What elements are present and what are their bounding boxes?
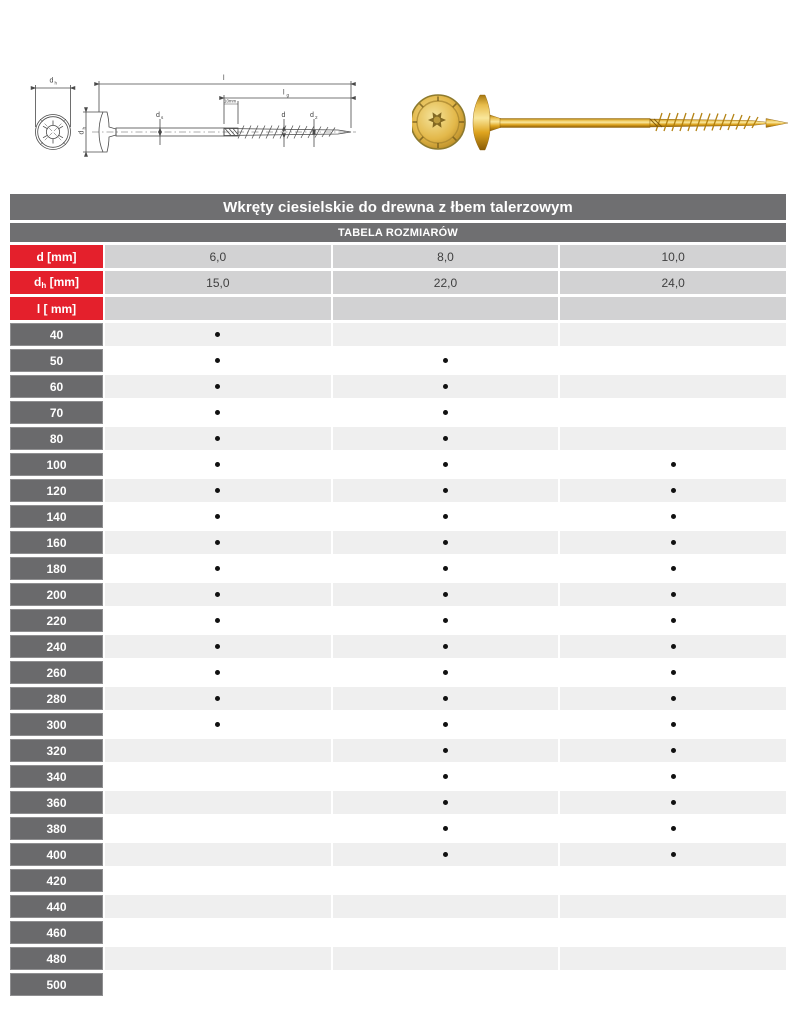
spec-label-dh-main: d bbox=[34, 275, 42, 289]
availability-cell bbox=[105, 843, 331, 866]
availability-dot bbox=[215, 696, 220, 701]
availability-cell bbox=[105, 531, 331, 554]
availability-cell bbox=[105, 687, 331, 710]
length-label: 380 bbox=[10, 817, 103, 840]
availability-dot bbox=[443, 852, 448, 857]
availability-cell bbox=[105, 323, 331, 346]
dim-label-ds-sub: s bbox=[161, 115, 164, 120]
availability-cell bbox=[560, 557, 786, 580]
availability-cell bbox=[105, 427, 331, 450]
availability-cell bbox=[105, 973, 331, 996]
availability-cell bbox=[333, 895, 559, 918]
availability-cell bbox=[560, 401, 786, 424]
availability-dot bbox=[671, 592, 676, 597]
head-front-view bbox=[36, 85, 71, 150]
length-row bbox=[10, 583, 786, 606]
length-label: 180 bbox=[10, 557, 103, 580]
length-label: 200 bbox=[10, 583, 103, 606]
spec-label-dh-sub: h bbox=[41, 281, 47, 290]
availability-cell bbox=[105, 635, 331, 658]
availability-dot bbox=[443, 540, 448, 545]
availability-dot bbox=[215, 644, 220, 649]
length-label: 340 bbox=[10, 765, 103, 788]
availability-cell bbox=[560, 765, 786, 788]
length-label: 120 bbox=[10, 479, 103, 502]
availability-cell bbox=[560, 895, 786, 918]
availability-dot bbox=[215, 670, 220, 675]
availability-cell bbox=[560, 869, 786, 892]
length-row bbox=[10, 843, 786, 866]
spec-value-cell bbox=[333, 297, 559, 320]
spec-label-dh-unit: [mm] bbox=[46, 275, 79, 289]
availability-cell bbox=[333, 453, 559, 476]
availability-cell bbox=[333, 843, 559, 866]
availability-cell bbox=[333, 609, 559, 632]
availability-cell bbox=[333, 869, 559, 892]
length-row bbox=[10, 323, 786, 346]
availability-dot bbox=[215, 488, 220, 493]
spec-label-l: l [ mm] bbox=[10, 297, 103, 320]
length-row bbox=[10, 557, 786, 580]
availability-dot bbox=[443, 488, 448, 493]
spec-label-dh bbox=[10, 271, 103, 294]
availability-dot bbox=[671, 566, 676, 571]
availability-cell bbox=[333, 921, 559, 944]
length-label: 260 bbox=[10, 661, 103, 684]
availability-cell bbox=[333, 713, 559, 736]
availability-cell bbox=[333, 687, 559, 710]
length-label: 70 bbox=[10, 401, 103, 424]
length-row bbox=[10, 635, 786, 658]
availability-cell bbox=[333, 661, 559, 684]
length-row bbox=[10, 687, 786, 710]
length-row bbox=[10, 765, 786, 788]
availability-cell bbox=[105, 583, 331, 606]
availability-cell bbox=[333, 765, 559, 788]
availability-cell bbox=[560, 687, 786, 710]
length-row bbox=[10, 401, 786, 424]
length-row bbox=[10, 869, 786, 892]
availability-dot bbox=[671, 670, 676, 675]
availability-cell bbox=[105, 739, 331, 762]
length-label: 320 bbox=[10, 739, 103, 762]
spec-row-d bbox=[10, 245, 786, 268]
availability-dot bbox=[215, 566, 220, 571]
availability-cell bbox=[560, 323, 786, 346]
length-label: 50 bbox=[10, 349, 103, 372]
length-row bbox=[10, 947, 786, 970]
availability-cell bbox=[560, 635, 786, 658]
dim-label-d2-sub: 2 bbox=[315, 115, 318, 120]
availability-dot bbox=[215, 332, 220, 337]
availability-dot bbox=[671, 696, 676, 701]
availability-dot bbox=[443, 358, 448, 363]
spec-value-cell: 22,0 bbox=[333, 271, 559, 294]
dim-label-dh-side-sub: h bbox=[81, 126, 87, 130]
availability-dot bbox=[215, 384, 220, 389]
screw-photo-svg bbox=[412, 84, 792, 162]
length-row bbox=[10, 921, 786, 944]
availability-cell bbox=[105, 661, 331, 684]
dim-label-lg: l bbox=[283, 89, 285, 97]
availability-dot bbox=[215, 410, 220, 415]
availability-dot bbox=[671, 488, 676, 493]
spec-value-cell: 10,0 bbox=[560, 245, 786, 268]
availability-dot bbox=[443, 696, 448, 701]
dimension-drawing-svg bbox=[20, 70, 366, 170]
availability-cell bbox=[560, 843, 786, 866]
availability-cell bbox=[105, 791, 331, 814]
availability-dot bbox=[671, 800, 676, 805]
spec-row-dh bbox=[10, 271, 786, 294]
length-row bbox=[10, 973, 786, 996]
availability-cell bbox=[560, 375, 786, 398]
length-label: 140 bbox=[10, 505, 103, 528]
availability-cell bbox=[333, 531, 559, 554]
length-label: 460 bbox=[10, 921, 103, 944]
length-label: 60 bbox=[10, 375, 103, 398]
length-row bbox=[10, 791, 786, 814]
availability-cell bbox=[105, 401, 331, 424]
length-label: 280 bbox=[10, 687, 103, 710]
availability-dot bbox=[215, 540, 220, 545]
table-subtitle: TABELA ROZMIARÓW bbox=[10, 223, 786, 242]
availability-cell bbox=[333, 323, 559, 346]
availability-dot bbox=[671, 618, 676, 623]
table-title: Wkręty ciesielskie do drewna z łbem talerzowym bbox=[10, 194, 786, 220]
availability-dot bbox=[215, 436, 220, 441]
length-row bbox=[10, 739, 786, 762]
availability-dot bbox=[443, 826, 448, 831]
spec-value-cell: 8,0 bbox=[333, 245, 559, 268]
availability-cell bbox=[105, 453, 331, 476]
length-label: 400 bbox=[10, 843, 103, 866]
availability-cell bbox=[105, 375, 331, 398]
length-row bbox=[10, 479, 786, 502]
dim-label-d: d bbox=[281, 112, 286, 119]
availability-cell bbox=[560, 453, 786, 476]
length-row bbox=[10, 349, 786, 372]
availability-dot bbox=[443, 800, 448, 805]
availability-cell bbox=[333, 401, 559, 424]
availability-cell bbox=[105, 609, 331, 632]
availability-cell bbox=[560, 505, 786, 528]
availability-dot bbox=[443, 592, 448, 597]
length-label: 160 bbox=[10, 531, 103, 554]
availability-dot bbox=[443, 670, 448, 675]
availability-dot bbox=[443, 748, 448, 753]
length-label: 360 bbox=[10, 791, 103, 814]
availability-dot bbox=[443, 774, 448, 779]
length-label: 40 bbox=[10, 323, 103, 346]
length-label: 480 bbox=[10, 947, 103, 970]
availability-cell bbox=[560, 947, 786, 970]
availability-cell bbox=[560, 713, 786, 736]
availability-dot bbox=[443, 384, 448, 389]
spec-label-d: d [mm] bbox=[10, 245, 103, 268]
availability-cell bbox=[560, 427, 786, 450]
length-row bbox=[10, 453, 786, 476]
availability-cell bbox=[333, 557, 559, 580]
availability-cell bbox=[560, 349, 786, 372]
availability-dot bbox=[443, 514, 448, 519]
availability-cell bbox=[333, 375, 559, 398]
length-label: 500 bbox=[10, 973, 103, 996]
size-table bbox=[8, 191, 788, 999]
length-row bbox=[10, 895, 786, 918]
availability-dot bbox=[215, 358, 220, 363]
availability-dot bbox=[671, 514, 676, 519]
availability-dot bbox=[671, 774, 676, 779]
spec-row-l bbox=[10, 297, 786, 320]
dim-label-d2: d bbox=[310, 112, 314, 119]
availability-dot bbox=[443, 410, 448, 415]
length-label: 440 bbox=[10, 895, 103, 918]
availability-cell bbox=[333, 583, 559, 606]
availability-cell bbox=[105, 869, 331, 892]
availability-dot bbox=[671, 748, 676, 753]
technical-drawing bbox=[20, 70, 366, 170]
availability-cell bbox=[333, 479, 559, 502]
figures-row bbox=[0, 0, 796, 188]
screw-side bbox=[473, 95, 788, 150]
availability-cell bbox=[560, 791, 786, 814]
dim-label-ds: d bbox=[156, 112, 160, 119]
spec-value-cell bbox=[560, 297, 786, 320]
availability-dot bbox=[443, 722, 448, 727]
availability-cell bbox=[105, 895, 331, 918]
availability-dot bbox=[671, 462, 676, 467]
screw-photo bbox=[412, 84, 792, 162]
availability-cell bbox=[105, 479, 331, 502]
availability-cell bbox=[105, 765, 331, 788]
spec-value-cell bbox=[105, 297, 331, 320]
length-label: 220 bbox=[10, 609, 103, 632]
availability-cell bbox=[333, 427, 559, 450]
availability-dot bbox=[215, 514, 220, 519]
length-row bbox=[10, 817, 786, 840]
availability-dot bbox=[443, 436, 448, 441]
availability-cell bbox=[333, 947, 559, 970]
dim-label-lg-sub: g bbox=[286, 92, 290, 98]
availability-cell bbox=[105, 947, 331, 970]
availability-dot bbox=[671, 852, 676, 857]
length-section bbox=[10, 323, 786, 996]
availability-cell bbox=[333, 505, 559, 528]
availability-cell bbox=[560, 739, 786, 762]
availability-cell bbox=[560, 973, 786, 996]
length-row bbox=[10, 427, 786, 450]
availability-cell bbox=[560, 531, 786, 554]
dim-label-dh-side: d bbox=[78, 130, 86, 135]
length-label: 240 bbox=[10, 635, 103, 658]
availability-dot bbox=[443, 618, 448, 623]
availability-dot bbox=[443, 644, 448, 649]
availability-dot bbox=[215, 592, 220, 597]
screw-head-front bbox=[412, 95, 465, 149]
length-row bbox=[10, 609, 786, 632]
availability-cell bbox=[333, 349, 559, 372]
availability-cell bbox=[105, 505, 331, 528]
length-label: 80 bbox=[10, 427, 103, 450]
length-label: 100 bbox=[10, 453, 103, 476]
availability-dot bbox=[443, 566, 448, 571]
availability-cell bbox=[560, 609, 786, 632]
availability-cell bbox=[560, 583, 786, 606]
availability-cell bbox=[333, 635, 559, 658]
availability-cell bbox=[560, 479, 786, 502]
length-label: 420 bbox=[10, 869, 103, 892]
availability-cell bbox=[105, 713, 331, 736]
dim-label-l: l bbox=[223, 75, 225, 82]
spec-section bbox=[10, 245, 786, 320]
availability-cell bbox=[560, 817, 786, 840]
spec-value-cell: 24,0 bbox=[560, 271, 786, 294]
availability-cell bbox=[333, 791, 559, 814]
availability-cell bbox=[333, 817, 559, 840]
length-label: 300 bbox=[10, 713, 103, 736]
availability-dot bbox=[215, 618, 220, 623]
dim-label-10mm: 10mm bbox=[224, 98, 237, 104]
availability-dot bbox=[671, 826, 676, 831]
dim-label-dh-front-sub: h bbox=[54, 80, 58, 86]
availability-dot bbox=[443, 462, 448, 467]
availability-cell bbox=[105, 817, 331, 840]
availability-dot bbox=[671, 644, 676, 649]
dim-label-dh-front: d bbox=[49, 77, 54, 85]
length-row bbox=[10, 505, 786, 528]
length-row bbox=[10, 531, 786, 554]
length-row bbox=[10, 661, 786, 684]
availability-cell bbox=[333, 739, 559, 762]
availability-cell bbox=[560, 661, 786, 684]
availability-dot bbox=[671, 540, 676, 545]
length-row bbox=[10, 375, 786, 398]
availability-dot bbox=[671, 722, 676, 727]
availability-cell bbox=[105, 557, 331, 580]
availability-cell bbox=[333, 973, 559, 996]
availability-cell bbox=[105, 349, 331, 372]
spec-value-cell: 6,0 bbox=[105, 245, 331, 268]
availability-cell bbox=[105, 921, 331, 944]
availability-dot bbox=[215, 462, 220, 467]
availability-dot bbox=[215, 722, 220, 727]
spec-value-cell: 15,0 bbox=[105, 271, 331, 294]
availability-cell bbox=[560, 921, 786, 944]
length-row bbox=[10, 713, 786, 736]
